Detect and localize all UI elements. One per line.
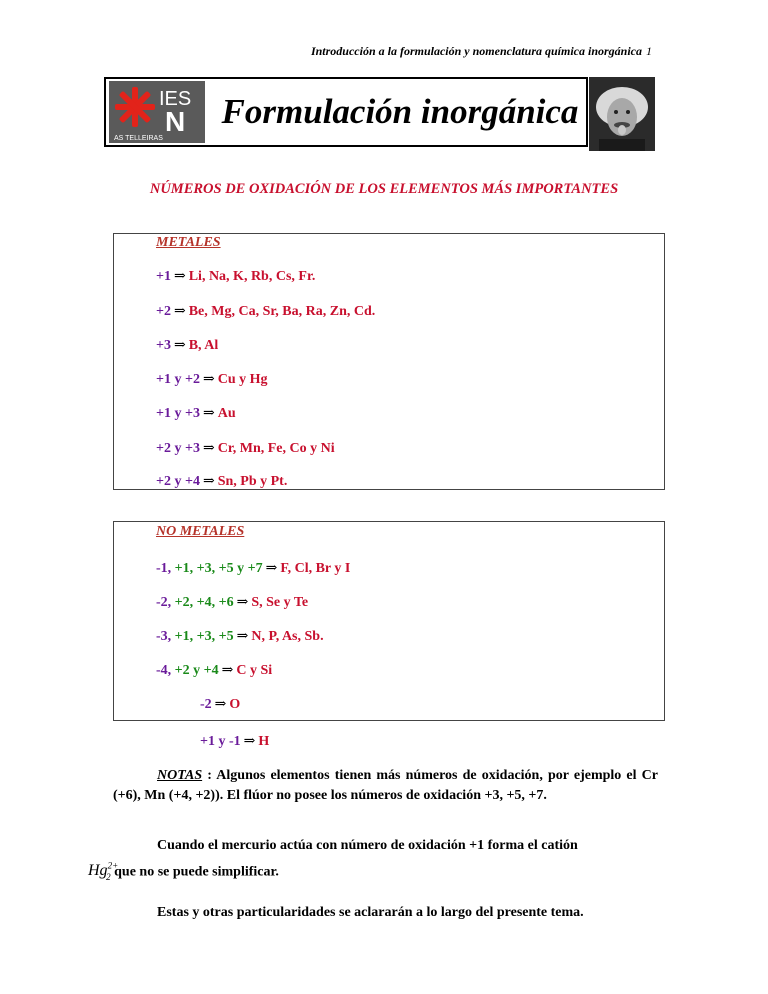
notes-paragraph-2-cont [88,856,658,887]
metal-row [156,405,236,422]
portrait-image [589,77,655,151]
title-box [104,77,588,147]
running-title: Introducción a la formulación y nomenclatura química inorgánica [310,44,642,58]
ox-positive: +1, +3, +5 [174,629,234,644]
element-list: S, Se y Te [251,595,309,610]
section-subtitle: NÚMEROS DE OXIDACIÓN DE LOS ELEMENTOS MÁS IMPORTANTES [149,181,619,197]
element-list: H [258,734,270,749]
element-list: Li, Na, K, Rb, Cs, Fr. [188,269,316,284]
implies-icon: ⇒ [236,629,249,644]
implies-icon: ⇒ [173,269,186,284]
nonmetal-row [156,560,350,577]
ox-states: +1 [156,269,171,284]
nonmetal-row [200,696,240,713]
notes-label: NOTAS [157,768,203,783]
ox-negative: -4, [156,663,172,678]
page-title: Formulación inorgánica [221,92,579,131]
ox-negative: -2, [156,595,172,610]
metal-row [156,440,335,457]
mercury-cation-formula [88,861,119,882]
ox-negative: -3, [156,629,172,644]
ox-negative: -2 [200,697,212,712]
metal-row [156,303,375,320]
hg-symbol: Hg [88,862,108,880]
ox-states: +2 y +4 [156,474,200,489]
ox-states: +2 [156,304,171,319]
element-list: Be, Mg, Ca, Sr, Ba, Ra, Zn, Cd. [188,304,376,319]
ox-states: +1 y +3 [156,406,200,421]
notes-text-2a: Cuando el mercurio actúa con número de oxidación +1 forma el catión [157,838,578,853]
element-list: C y Si [236,663,273,678]
element-list: Au [217,406,236,421]
implies-icon: ⇒ [236,595,249,610]
page-number: 1 [646,44,652,58]
metal-row [156,371,268,388]
logo-letter: N [165,106,186,137]
implies-icon: ⇒ [173,338,186,353]
ox-positive: +1, +3, +5 y +7 [174,561,263,576]
implies-icon: ⇒ [214,697,227,712]
implies-icon: ⇒ [221,663,234,678]
nonmetal-row [156,628,324,645]
ox-positive: +2, +4, +6 [174,595,234,610]
element-list: Cu y Hg [217,372,268,387]
implies-icon: ⇒ [173,304,186,319]
ox-states: +1 y +2 [156,372,200,387]
ox-states: +3 [156,338,171,353]
no-metales-heading: NO METALES [156,524,245,539]
implies-icon: ⇒ [243,734,256,749]
notes-paragraph-1 [113,766,658,806]
school-logo [109,81,205,143]
metal-row [156,268,315,285]
notes-text-3: Estas y otras particularidades se aclararán a lo largo del presente tema. [157,905,584,920]
element-list: N, P, As, Sb. [251,629,324,644]
logo-text: IES [159,88,192,110]
ox-states: +2 y +3 [156,441,200,456]
element-list: B, Al [188,338,219,353]
notes-paragraph-2 [113,836,658,856]
notes-text-2b: que no se puede simplificar. [114,864,279,880]
metal-row [156,473,287,490]
element-list: Sn, Pb y Pt. [217,474,288,489]
element-list: O [229,697,241,712]
ox-states: +1 y -1 [200,734,241,749]
element-list: F, Cl, Br y I [280,561,351,576]
ox-negative: -1, [156,561,172,576]
implies-icon: ⇒ [202,372,215,387]
notes-paragraph-3 [113,903,658,923]
ox-positive: +2 y +4 [174,663,219,678]
logo-caption: AS TELLEIRAS [114,135,163,142]
implies-icon: ⇒ [265,561,278,576]
metales-heading: METALES [156,235,221,250]
implies-icon: ⇒ [202,441,215,456]
metal-row [156,337,218,354]
implies-icon: ⇒ [202,474,215,489]
no-metales-box [113,521,665,721]
implies-icon: ⇒ [202,406,215,421]
notes-text-1: : Algunos elementos tienen más números de oxidación, por ejemplo el Cr (+6), Mn (+4, +2)). El flúor no posee los números de oxidación +3, +5, +7. [113,768,658,803]
element-list: Cr, Mn, Fe, Co y Ni [217,441,335,456]
nonmetal-row [156,662,272,679]
hydrogen-row [200,733,269,750]
hg-charge: 2+ [107,861,119,871]
nonmetal-row [156,594,308,611]
hg-subscript: 2 [106,871,111,882]
running-header [311,44,652,59]
